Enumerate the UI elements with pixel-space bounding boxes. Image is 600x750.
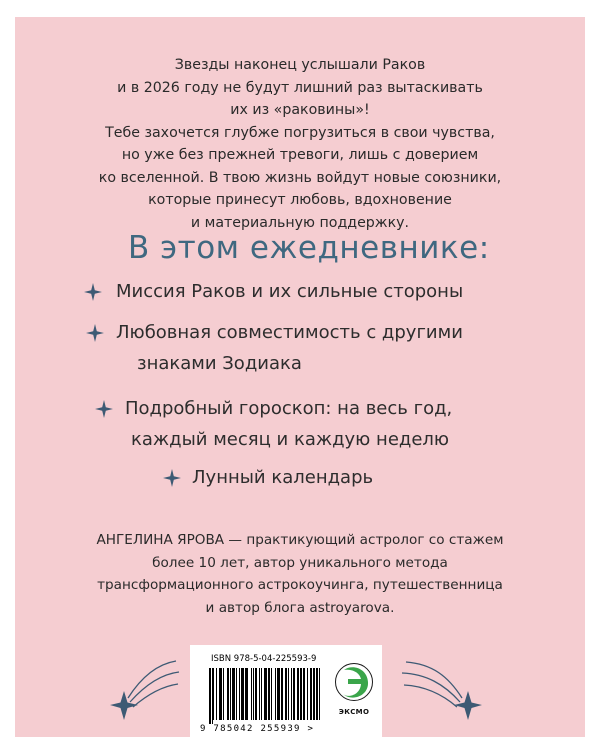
feature-line: Подробный гороскоп: на весь год,	[125, 398, 453, 419]
intro-line: ко вселенной. В твою жизнь войдут новые союзники,	[98, 169, 502, 186]
star-icon	[84, 283, 102, 301]
star-icon	[95, 400, 113, 418]
barcode-bars	[209, 668, 321, 724]
intro-line: Тебе захочется глубже погрузиться в свои чувства,	[105, 124, 495, 141]
author-line: трансформационного астрокоучинга, путешественница	[97, 577, 503, 593]
publisher-name: ЭКСМО	[338, 708, 370, 716]
feature-line: Миссия Раков и их сильные стороны	[116, 281, 464, 302]
intro-line: их из «раковины»!	[230, 102, 370, 118]
intro-line: которые принесут любовь, вдохновение	[148, 192, 452, 208]
intro-line: и в 2026 году не будут лишний раз вытаскивать	[117, 79, 483, 96]
star-icon	[163, 469, 181, 487]
book-back-cover	[15, 17, 585, 737]
intro-line: но уже без прежней тревоги, лишь с доверием	[121, 147, 479, 163]
intro-text	[15, 54, 585, 234]
isbn-number: ISBN 978-5-04-225593-9	[211, 654, 317, 664]
star-icon	[86, 324, 104, 342]
barcode-digits: 9 785042 255939 >	[200, 724, 315, 734]
author-line: АНГЕЛИНА ЯРОВА — практикующий астролог со стажем	[96, 532, 504, 548]
feature-item	[116, 317, 463, 379]
author-line: и автор блога astroyarova.	[205, 599, 395, 616]
feature-line: каждый месяц и каждую неделю	[131, 429, 450, 450]
section-heading: В этом ежедневнике:	[128, 230, 490, 266]
feature-item	[192, 462, 373, 493]
author-bio	[15, 529, 585, 619]
comet-icon	[100, 658, 180, 728]
feature-line: знаками Зодиака	[137, 353, 302, 374]
feature-item	[125, 393, 452, 455]
feature-item	[116, 276, 463, 307]
feature-line: Лунный календарь	[192, 467, 374, 488]
comet-icon	[398, 658, 494, 728]
intro-line: и материальную поддержку.	[190, 214, 410, 231]
intro-line: Звезды наконец услышали Раков	[174, 57, 426, 73]
feature-line: Любовная совместимость с другими	[116, 322, 463, 343]
author-line: более 10 лет, автор уникального метода	[152, 554, 448, 571]
eksmo-logo	[334, 662, 374, 710]
